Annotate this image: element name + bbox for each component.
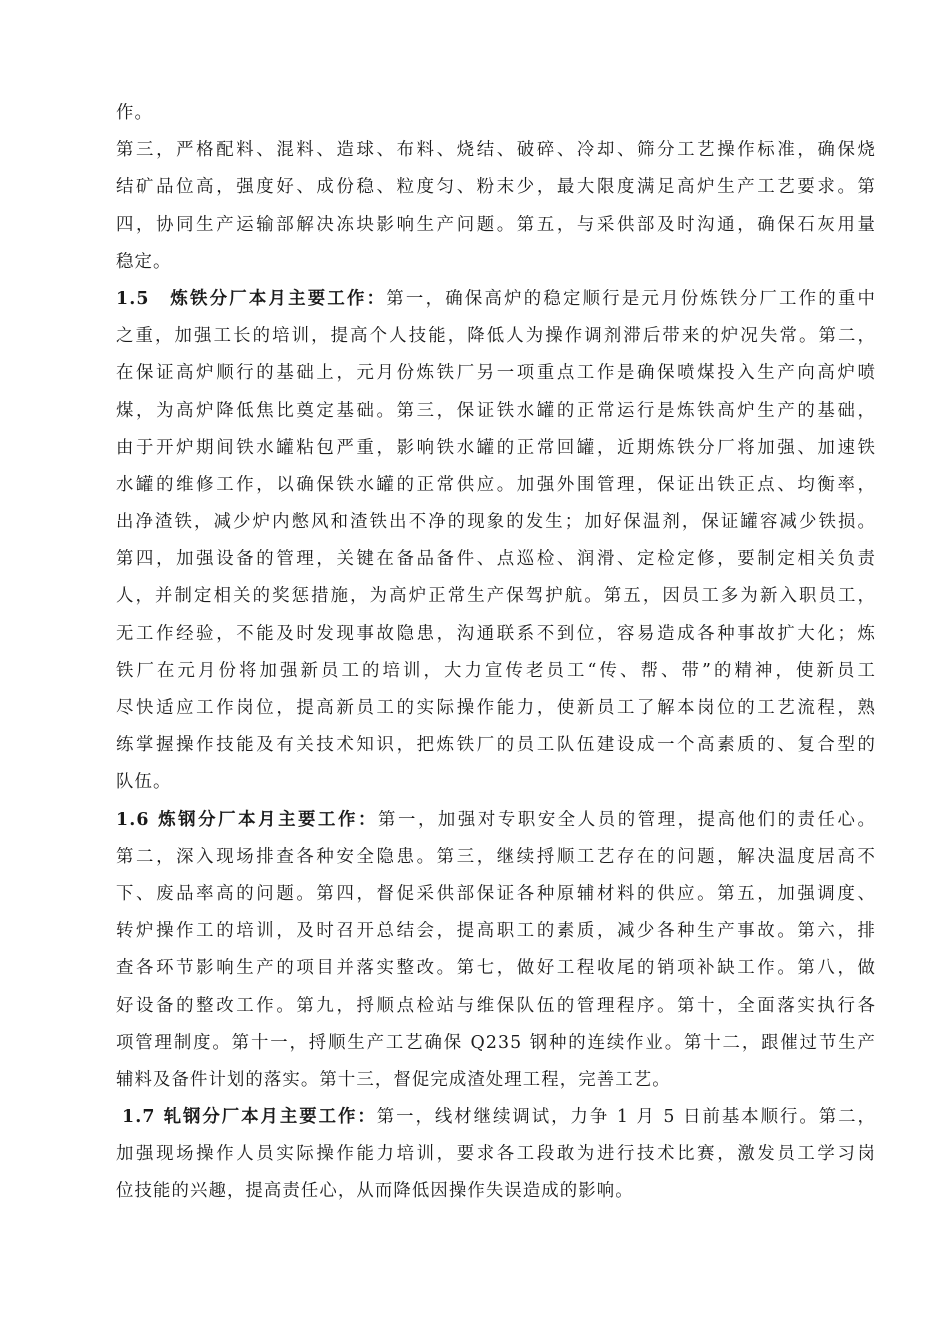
section-heading-line bbox=[116, 1099, 876, 1136]
text-line bbox=[116, 913, 876, 950]
line-text: 第一，线材继续调试，力争 1 月 5 日前基本顺行。第二， bbox=[376, 1107, 876, 1128]
text-line bbox=[116, 244, 876, 281]
line-text: 之重，加强工长的培训，提高个人技能，降低人为操作调剂滞后带来的炉况失常。第二， bbox=[116, 326, 876, 347]
text-line bbox=[116, 1025, 876, 1062]
text-line bbox=[116, 355, 876, 392]
line-text: 第二，深入现场排查各种安全隐患。第三，继续捋顺工艺存在的问题，解决温度居高不 bbox=[116, 846, 876, 867]
line-text: 人，并制定相关的奖惩措施，为高炉正常生产保驾护航。第五，因员工多为新入职员工， bbox=[116, 586, 876, 607]
text-line bbox=[116, 132, 876, 169]
text-line bbox=[116, 95, 876, 132]
text-line bbox=[116, 541, 876, 578]
line-text: 好设备的整改工作。第九，捋顺点检站与维保队伍的管理程序。第十，全面落实执行各 bbox=[116, 995, 876, 1016]
text-line bbox=[116, 318, 876, 355]
line-text: 在保证高炉顺行的基础上，元月份炼铁厂另一项重点工作是确保喷煤投入生产向高炉喷 bbox=[116, 363, 876, 384]
line-text: 水罐的维修工作，以确保铁水罐的正常供应。加强外围管理，保证出铁正点、均衡率， bbox=[116, 474, 876, 495]
text-line bbox=[116, 578, 876, 615]
line-text: 第三，严格配料、混料、造球、布料、烧结、破碎、冷却、筛分工艺操作标准，确保烧 bbox=[116, 140, 876, 161]
text-line bbox=[116, 467, 876, 504]
text-line bbox=[116, 839, 876, 876]
text-line bbox=[116, 504, 876, 541]
line-text: 位技能的兴趣，提高责任心，从而降低因操作失误造成的影响。 bbox=[116, 1181, 634, 1202]
text-line bbox=[116, 950, 876, 987]
line-text: 由于开炉期间铁水罐粘包严重，影响铁水罐的正常回罐，近期炼铁分厂将加强、加速铁 bbox=[116, 437, 876, 458]
line-text: 项管理制度。第十一，捋顺生产工艺确保 Q235 钢种的连续作业。第十二，跟催过节生产 bbox=[116, 1032, 876, 1053]
text-line bbox=[116, 430, 876, 467]
text-line bbox=[116, 764, 876, 801]
text-line bbox=[116, 207, 876, 244]
line-text: 铁厂在元月份将加强新员工的培训，大力宣传老员工“传、帮、带”的精神，使新员工 bbox=[116, 660, 876, 681]
section-heading-line bbox=[116, 281, 876, 318]
line-text: 第一，加强对专职安全人员的管理，提高他们的责任心。 bbox=[377, 809, 876, 830]
line-text: 结矿品位高，强度好、成份稳、粒度匀、粉末少，最大限度满足高炉生产工艺要求。第 bbox=[116, 177, 876, 198]
text-line bbox=[116, 393, 876, 430]
line-text: 下、废品率高的问题。第四，督促采供部保证各种原辅材料的供应。第五，加强调度、 bbox=[116, 883, 876, 904]
text-line bbox=[116, 616, 876, 653]
line-text: 加强现场操作人员实际操作能力培训，要求各工段敢为进行技术比赛，激发员工学习岗 bbox=[116, 1144, 876, 1165]
text-line bbox=[116, 727, 876, 764]
line-text: 查各环节影响生产的项目并落实整改。第七，做好工程收尾的销项补缺工作。第八，做 bbox=[116, 958, 876, 979]
section-heading: 1.5 炼铁分厂本月主要工作： bbox=[116, 288, 387, 309]
line-text: 辅料及备件计划的落实。第十三，督促完成渣处理工程，完善工艺。 bbox=[116, 1069, 671, 1090]
text-line bbox=[116, 690, 876, 727]
line-text: 煤，为高炉降低焦比奠定基础。第三，保证铁水罐的正常运行是炼铁高炉生产的基础， bbox=[116, 400, 876, 421]
section-heading: 1.6 炼钢分厂本月主要工作： bbox=[116, 809, 378, 830]
text-line bbox=[116, 1136, 876, 1173]
text-line bbox=[116, 653, 876, 690]
document-body bbox=[116, 95, 876, 1211]
line-text: 尽快适应工作岗位，提高新员工的实际操作能力，使新员工了解本岗位的工艺流程，熟 bbox=[116, 698, 876, 718]
text-line bbox=[116, 1062, 876, 1099]
line-text: 四，协同生产运输部解决冻块影响生产问题。第五，与采供部及时沟通，确保石灰用量 bbox=[116, 214, 876, 235]
line-text: 练掌握操作技能及有关技术知识，把炼铁厂的员工队伍建设成一个高素质的、复合型的 bbox=[116, 735, 876, 756]
text-line bbox=[116, 876, 876, 913]
line-text: 出净渣铁，减少炉内憋风和渣铁出不净的现象的发生；加好保温剂，保证罐容减少铁损。 bbox=[116, 512, 876, 533]
line-text: 队伍。 bbox=[116, 772, 172, 793]
line-text: 第一，确保高炉的稳定顺行是元月份炼铁分厂工作的重中 bbox=[386, 288, 876, 309]
line-text: 作。 bbox=[116, 103, 153, 123]
text-line bbox=[116, 1173, 876, 1210]
section-heading: 1.7 轧钢分厂本月主要工作： bbox=[122, 1107, 377, 1128]
text-line bbox=[116, 988, 876, 1025]
text-line bbox=[116, 169, 876, 206]
line-text: 稳定。 bbox=[116, 251, 172, 272]
line-text: 转炉操作工的培训，及时召开总结会，提高职工的素质，减少各种生产事故。第六，排 bbox=[116, 921, 876, 942]
line-text: 第四，加强设备的管理，关键在备品备件、点巡检、润滑、定检定修，要制定相关负责 bbox=[116, 549, 876, 570]
line-text: 无工作经验，不能及时发现事故隐患，沟通联系不到位，容易造成各种事故扩大化；炼 bbox=[116, 623, 876, 644]
section-heading-line bbox=[116, 802, 876, 839]
